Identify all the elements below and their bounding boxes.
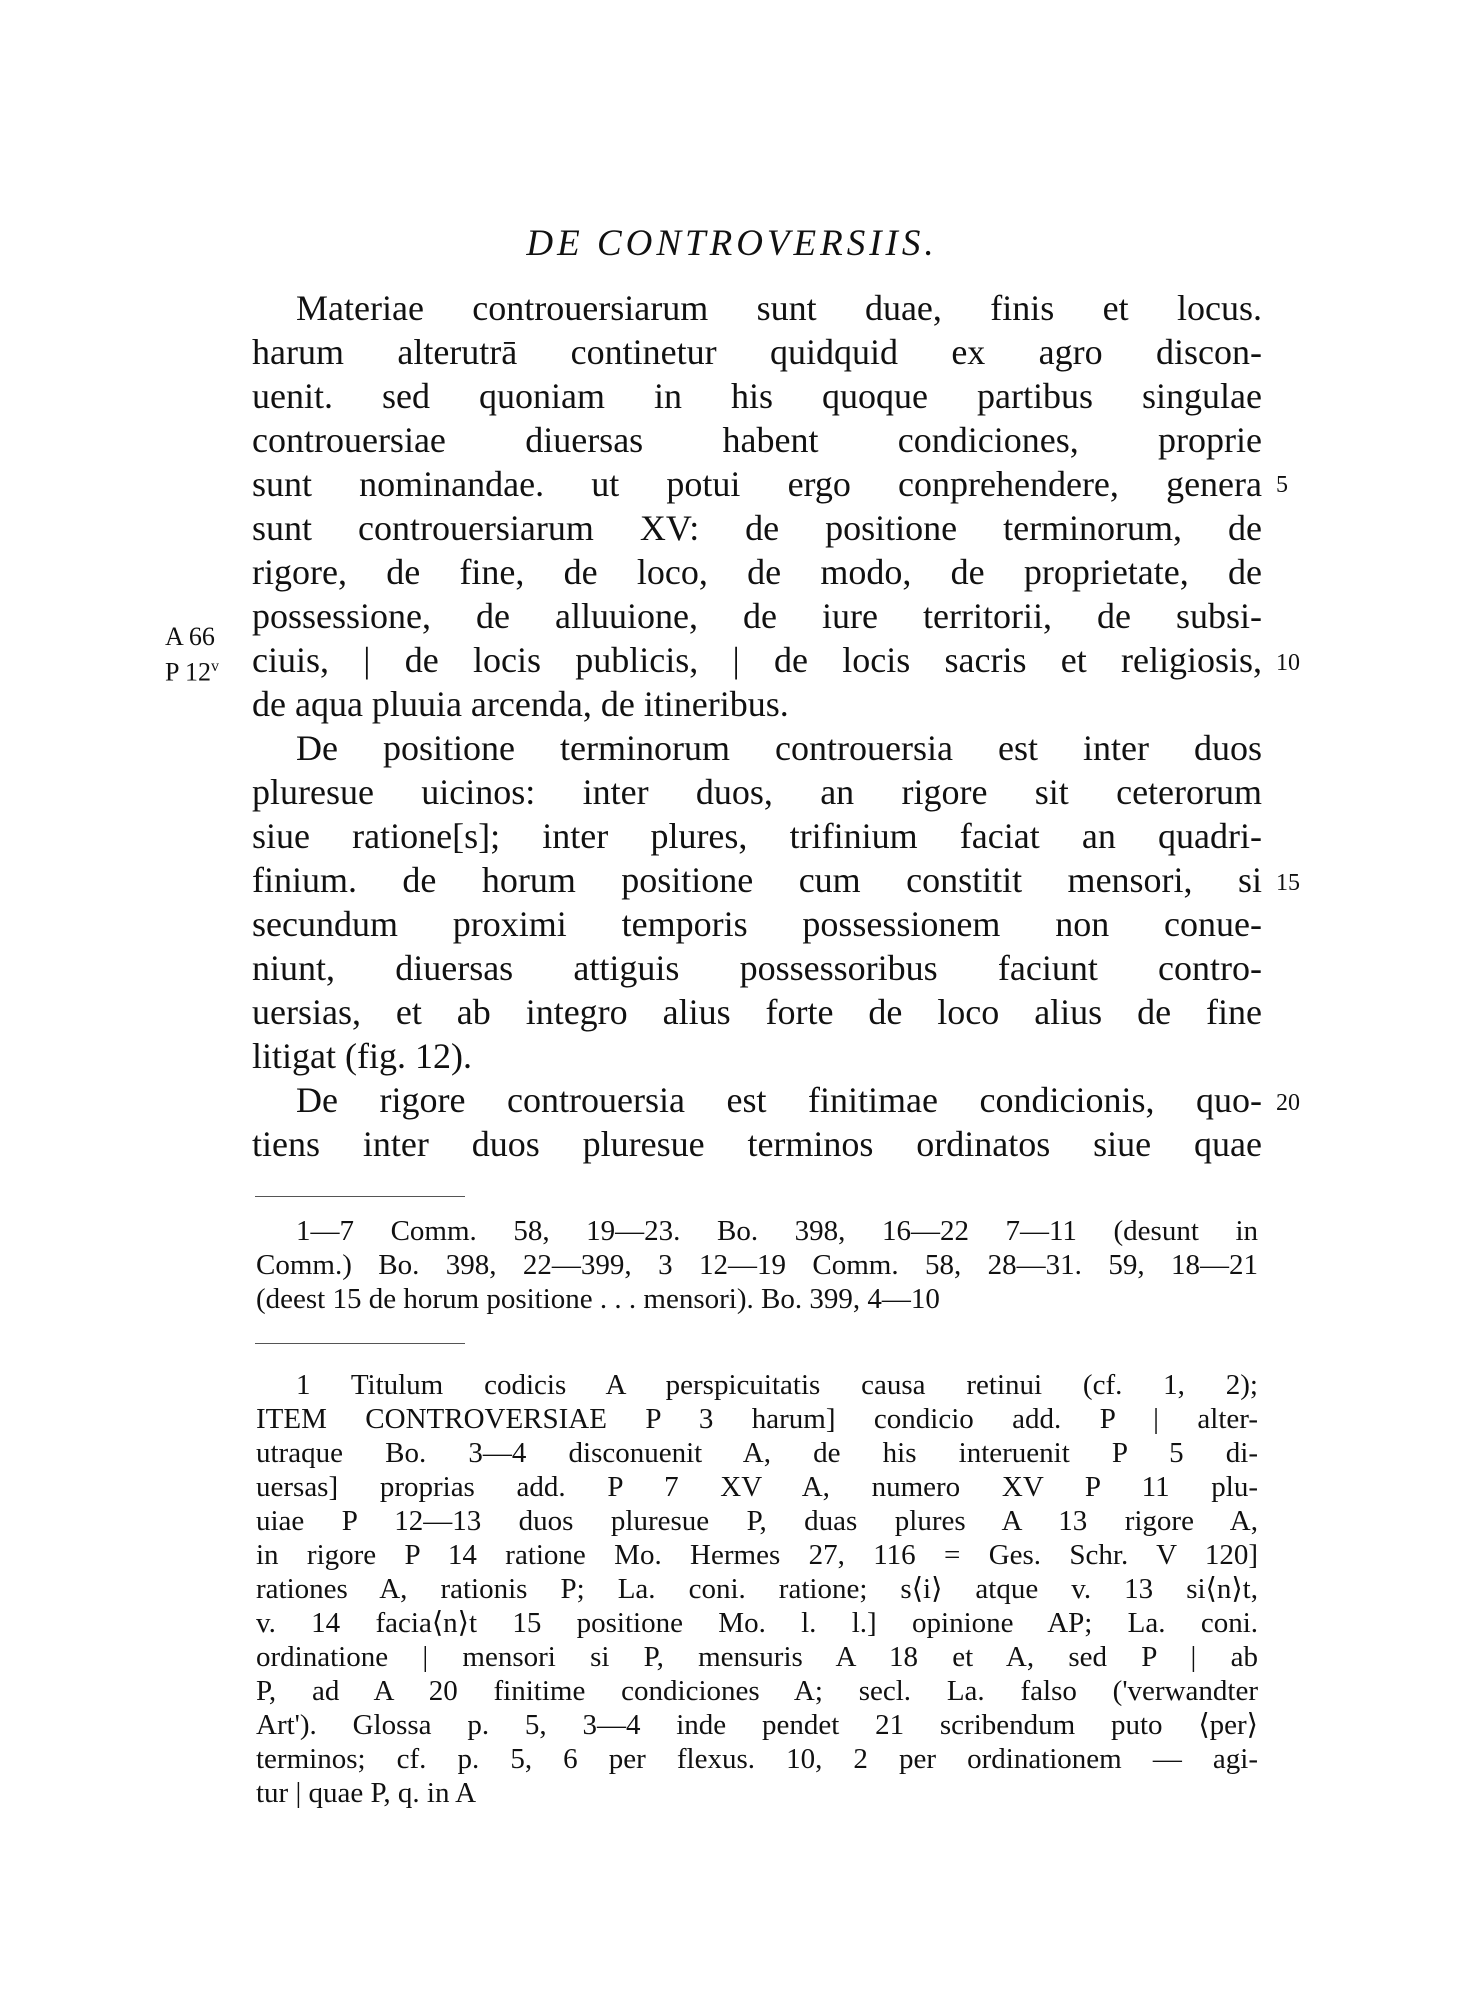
text-line: sunt nominandae. ut potui ergo conprehendere, genera: [252, 464, 1262, 504]
footnote-line: ordinatione | mensori si P, mensuris A 18 et A, sed P | ab: [256, 1641, 1258, 1673]
text-line: harum alterutrā continetur quidquid ex agro discon-: [252, 332, 1262, 372]
text-line: de aqua pluuia arcenda, de itineribus.: [252, 684, 789, 724]
page-title: DE CONTROVERSIIS.: [526, 223, 938, 264]
margin-note-p: P 12$^v$: [165, 657, 219, 687]
text-line: rigore, de fine, de loco, de modo, de proprietate, de: [252, 552, 1262, 592]
text-line: sunt controuersiarum XV: de positione terminorum, de: [252, 508, 1262, 548]
text-line: siue ratione[s]; inter plures, trifinium faciat an quadri-: [252, 816, 1262, 856]
line-number: 20: [1276, 1090, 1300, 1116]
text-line: tiens inter duos pluresue terminos ordinatos siue quae: [252, 1124, 1262, 1164]
footnote-line: tur | quae P, q. in A: [256, 1777, 477, 1809]
line-number: 15: [1276, 870, 1300, 896]
text-line: pluresue uicinos: inter duos, an rigore sit ceterorum: [252, 772, 1262, 812]
footnote-line: uiae P 12—13 duos pluresue P, duas plures A 13 rigore A,: [256, 1505, 1258, 1537]
divider: [255, 1196, 465, 1197]
divider: [255, 1343, 465, 1344]
text-line: ciuis, | de locis publicis, | de locis sacris et religiosis,: [252, 640, 1262, 680]
text-line: secundum proximi temporis possessionem non conue-: [252, 904, 1262, 944]
footnote-line: (deest 15 de horum positione . . . mensori). Bo. 399, 4—10: [256, 1283, 940, 1315]
text-line: controuersiae diuersas habent condiciones, proprie: [252, 420, 1262, 460]
text-line: De positione terminorum controuersia est inter duos: [296, 728, 1262, 768]
footnote-line: Art'). Glossa p. 5, 3—4 inde pendet 21 scribendum puto ⟨per⟩: [256, 1709, 1258, 1741]
footnote-line: rationes A, rationis P; La. coni. ratione; s⟨i⟩ atque v. 13 si⟨n⟩t,: [256, 1573, 1258, 1605]
line-number: 10: [1276, 650, 1300, 676]
footnote-line: in rigore P 14 ratione Mo. Hermes 27, 116 = Ges. Schr. V 120]: [256, 1539, 1258, 1571]
footnote-line: Comm.) Bo. 398, 22—399, 3 12—19 Comm. 58, 28—31. 59, 18—21: [256, 1249, 1258, 1281]
text-line: De rigore controuersia est finitimae condicionis, quo-: [296, 1080, 1262, 1120]
text-line: finium. de horum positione cum constitit mensori, si: [252, 860, 1262, 900]
line-number: 5: [1276, 472, 1288, 498]
footnote-line: 1—7 Comm. 58, 19—23. Bo. 398, 16—22 7—11 (desunt in: [296, 1215, 1258, 1247]
footnote-line: 1 Titulum codicis A perspicuitatis causa retinui (cf. 1, 2);: [296, 1369, 1258, 1401]
footnote-line: v. 14 facia⟨n⟩t 15 positione Mo. l. l.] opinione AP; La. coni.: [256, 1607, 1258, 1639]
footnote-line: uersas] proprias add. P 7 XV A, numero XV P 11 plu-: [256, 1471, 1258, 1503]
text-line: litigat (fig. 12).: [252, 1036, 472, 1076]
text-line: niunt, diuersas attiguis possessoribus faciunt contro-: [252, 948, 1262, 988]
footnote-line: P, ad A 20 finitime condiciones A; secl. La. falso ('verwandter: [256, 1675, 1258, 1707]
text-line: Materiae controuersiarum sunt duae, finis et locus.: [296, 288, 1262, 328]
text-line: uenit. sed quoniam in his quoque partibus singulae: [252, 376, 1262, 416]
footnote-line: terminos; cf. p. 5, 6 per flexus. 10, 2 per ordinationem — agi-: [256, 1743, 1258, 1775]
margin-note-a: A 66: [165, 622, 215, 651]
footnote-line: ITEM CONTROVERSIAE P 3 harum] condicio add. P | alter-: [256, 1403, 1258, 1435]
footnote-line: utraque Bo. 3—4 disconuenit A, de his interuenit P 5 di-: [256, 1437, 1258, 1469]
text-line: possessione, de alluuione, de iure territorii, de subsi-: [252, 596, 1262, 636]
text-line: uersias, et ab integro alius forte de loco alius de fine: [252, 992, 1262, 1032]
